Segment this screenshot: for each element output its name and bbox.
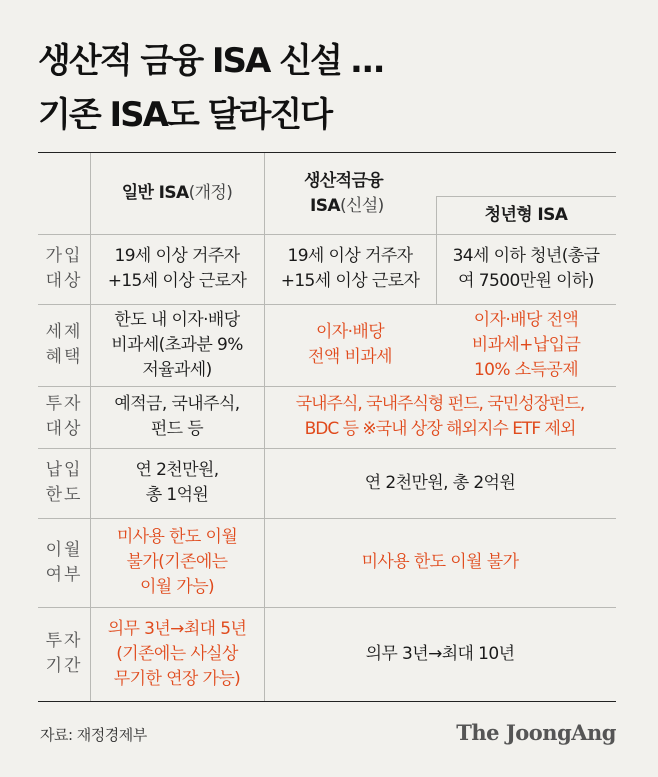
- youth-eligibility: 34세 이하 청년(총급 여 7500만원 이하): [452, 246, 600, 291]
- title-line-1: 생산적 금융 ISA 신설 …: [38, 41, 383, 81]
- row-label-contribution-limit: 납입 한도: [45, 460, 83, 505]
- row-label-carryover: 이월 여부: [45, 539, 83, 585]
- general-investment-target: 예적금, 국내주식, 펀드 등: [114, 394, 240, 439]
- general-investment-period: 의무 3년→최대 5년 (기존에는 사실상 무기한 연장 가능): [107, 618, 247, 689]
- row-label-investment-target: 투자 대상: [45, 394, 83, 439]
- productive-youth-investment-target: 국내주식, 국내주식형 펀드, 국민성장펀드, BDC 등 ※국내 상장 해외지수 ETF 제외: [295, 394, 585, 439]
- general-isa-note: (개정): [188, 183, 233, 203]
- productive-isa-name-line1: 생산적금융: [304, 171, 384, 191]
- productive-youth-contribution-limit: 연 2천만원, 총 2억원: [364, 472, 516, 493]
- brand-logo: The JoongAng: [456, 720, 616, 745]
- row-label-investment-period: 투자 기간: [45, 631, 83, 676]
- row-label-tax-benefit: 세제 혜택: [45, 322, 83, 367]
- productive-isa-note: (신설): [339, 196, 384, 216]
- comparison-table: [38, 152, 616, 702]
- productive-isa-name-line2: ISA: [310, 196, 340, 216]
- productive-tax-benefit: 이자·배당 전액 비과세: [308, 322, 392, 367]
- productive-youth-investment-period: 의무 3년→최대 10년: [365, 643, 515, 664]
- youth-tax-benefit: 이자·배당 전액 비과세+납입금 10% 소득공제: [471, 309, 581, 380]
- source-note: 자료: 재정경제부: [40, 726, 147, 744]
- header-general-isa: [90, 153, 264, 234]
- youth-isa-name: 청년형 ISA: [484, 204, 568, 225]
- general-tax-benefit: 한도 내 이자·배당 비과세(초과분 9% 저율과세): [111, 309, 243, 380]
- page-title: [38, 34, 383, 142]
- header-youth-isa: [436, 196, 616, 234]
- title-line-2: 기존 ISA도 달라진다: [38, 95, 332, 135]
- productive-eligibility: 19세 이상 거주자 +15세 이상 근로자: [280, 246, 420, 291]
- row-label-eligibility: 가입 대상: [45, 246, 83, 291]
- general-isa-name: 일반 ISA: [121, 183, 189, 203]
- general-contribution-limit: 연 2천만원, 총 1억원: [135, 460, 219, 505]
- productive-youth-carryover: 미사용 한도 이월 불가: [361, 552, 519, 572]
- general-eligibility: 19세 이상 거주자 +15세 이상 근로자: [107, 246, 247, 291]
- general-carryover: 미사용 한도 이월 불가(기존에는 이월 가능): [116, 527, 238, 597]
